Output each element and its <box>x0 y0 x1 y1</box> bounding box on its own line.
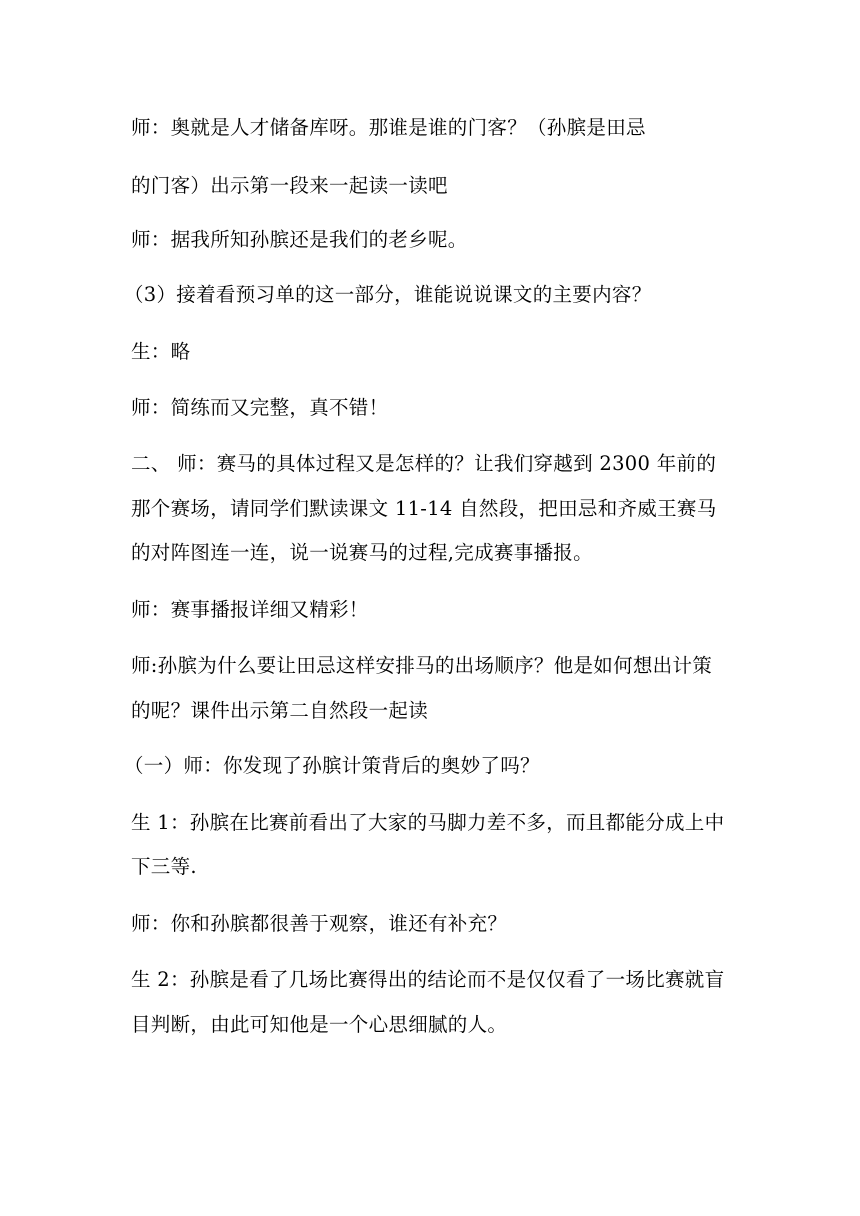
text-line: 目判断，由此可知他是一个心思细腻的人。 <box>131 1013 508 1036</box>
text-line: （一）师：你发现了孙膑计策背后的奥妙了吗？ <box>124 754 540 777</box>
text-line: 生 2：孙膑是看了几场比赛得出的结论而不是仅仅看了一场比赛就盲 <box>131 968 725 991</box>
text-line: 师:孙膑为什么要让田忌这样安排马的出场顺序？他是如何想出计策 <box>131 654 713 677</box>
text-line: 下三等. <box>131 855 197 878</box>
text-line: 二、 师：赛马的具体过程又是怎样的？让我们穿越到 2300 年前的 <box>131 452 717 475</box>
text-line: 师：你和孙膑都很善于观察，谁还有补充？ <box>131 912 508 935</box>
text-line: 生 1：孙膑在比赛前看出了大家的马脚力差不多，而且都能分成上中 <box>131 811 725 834</box>
text-line: 生：略 <box>131 340 191 363</box>
text-line: 师：据我所知孙膑还是我们的老乡呢。 <box>131 228 468 251</box>
text-line: （3）接着看预习单的这一部分，谁能说说课文的主要内容？ <box>124 283 652 306</box>
text-line: 的呢？课件出示第二自然段一起读 <box>131 699 429 722</box>
text-line: 那个赛场，请同学们默读课文 11-14 自然段，把田忌和齐威王赛马 <box>131 497 717 520</box>
text-line: 的门客）出示第一段来一起读一读吧 <box>131 174 448 197</box>
text-line: 的对阵图连一连，说一说赛马的过程,完成赛事播报。 <box>131 541 593 564</box>
text-line: 师：赛事播报详细又精彩！ <box>131 598 369 621</box>
text-line: 师：简练而又完整，真不错！ <box>131 396 389 419</box>
text-line: 师：奥就是人才储备库呀。那谁是谁的门客？（孙膑是田忌 <box>131 116 646 139</box>
